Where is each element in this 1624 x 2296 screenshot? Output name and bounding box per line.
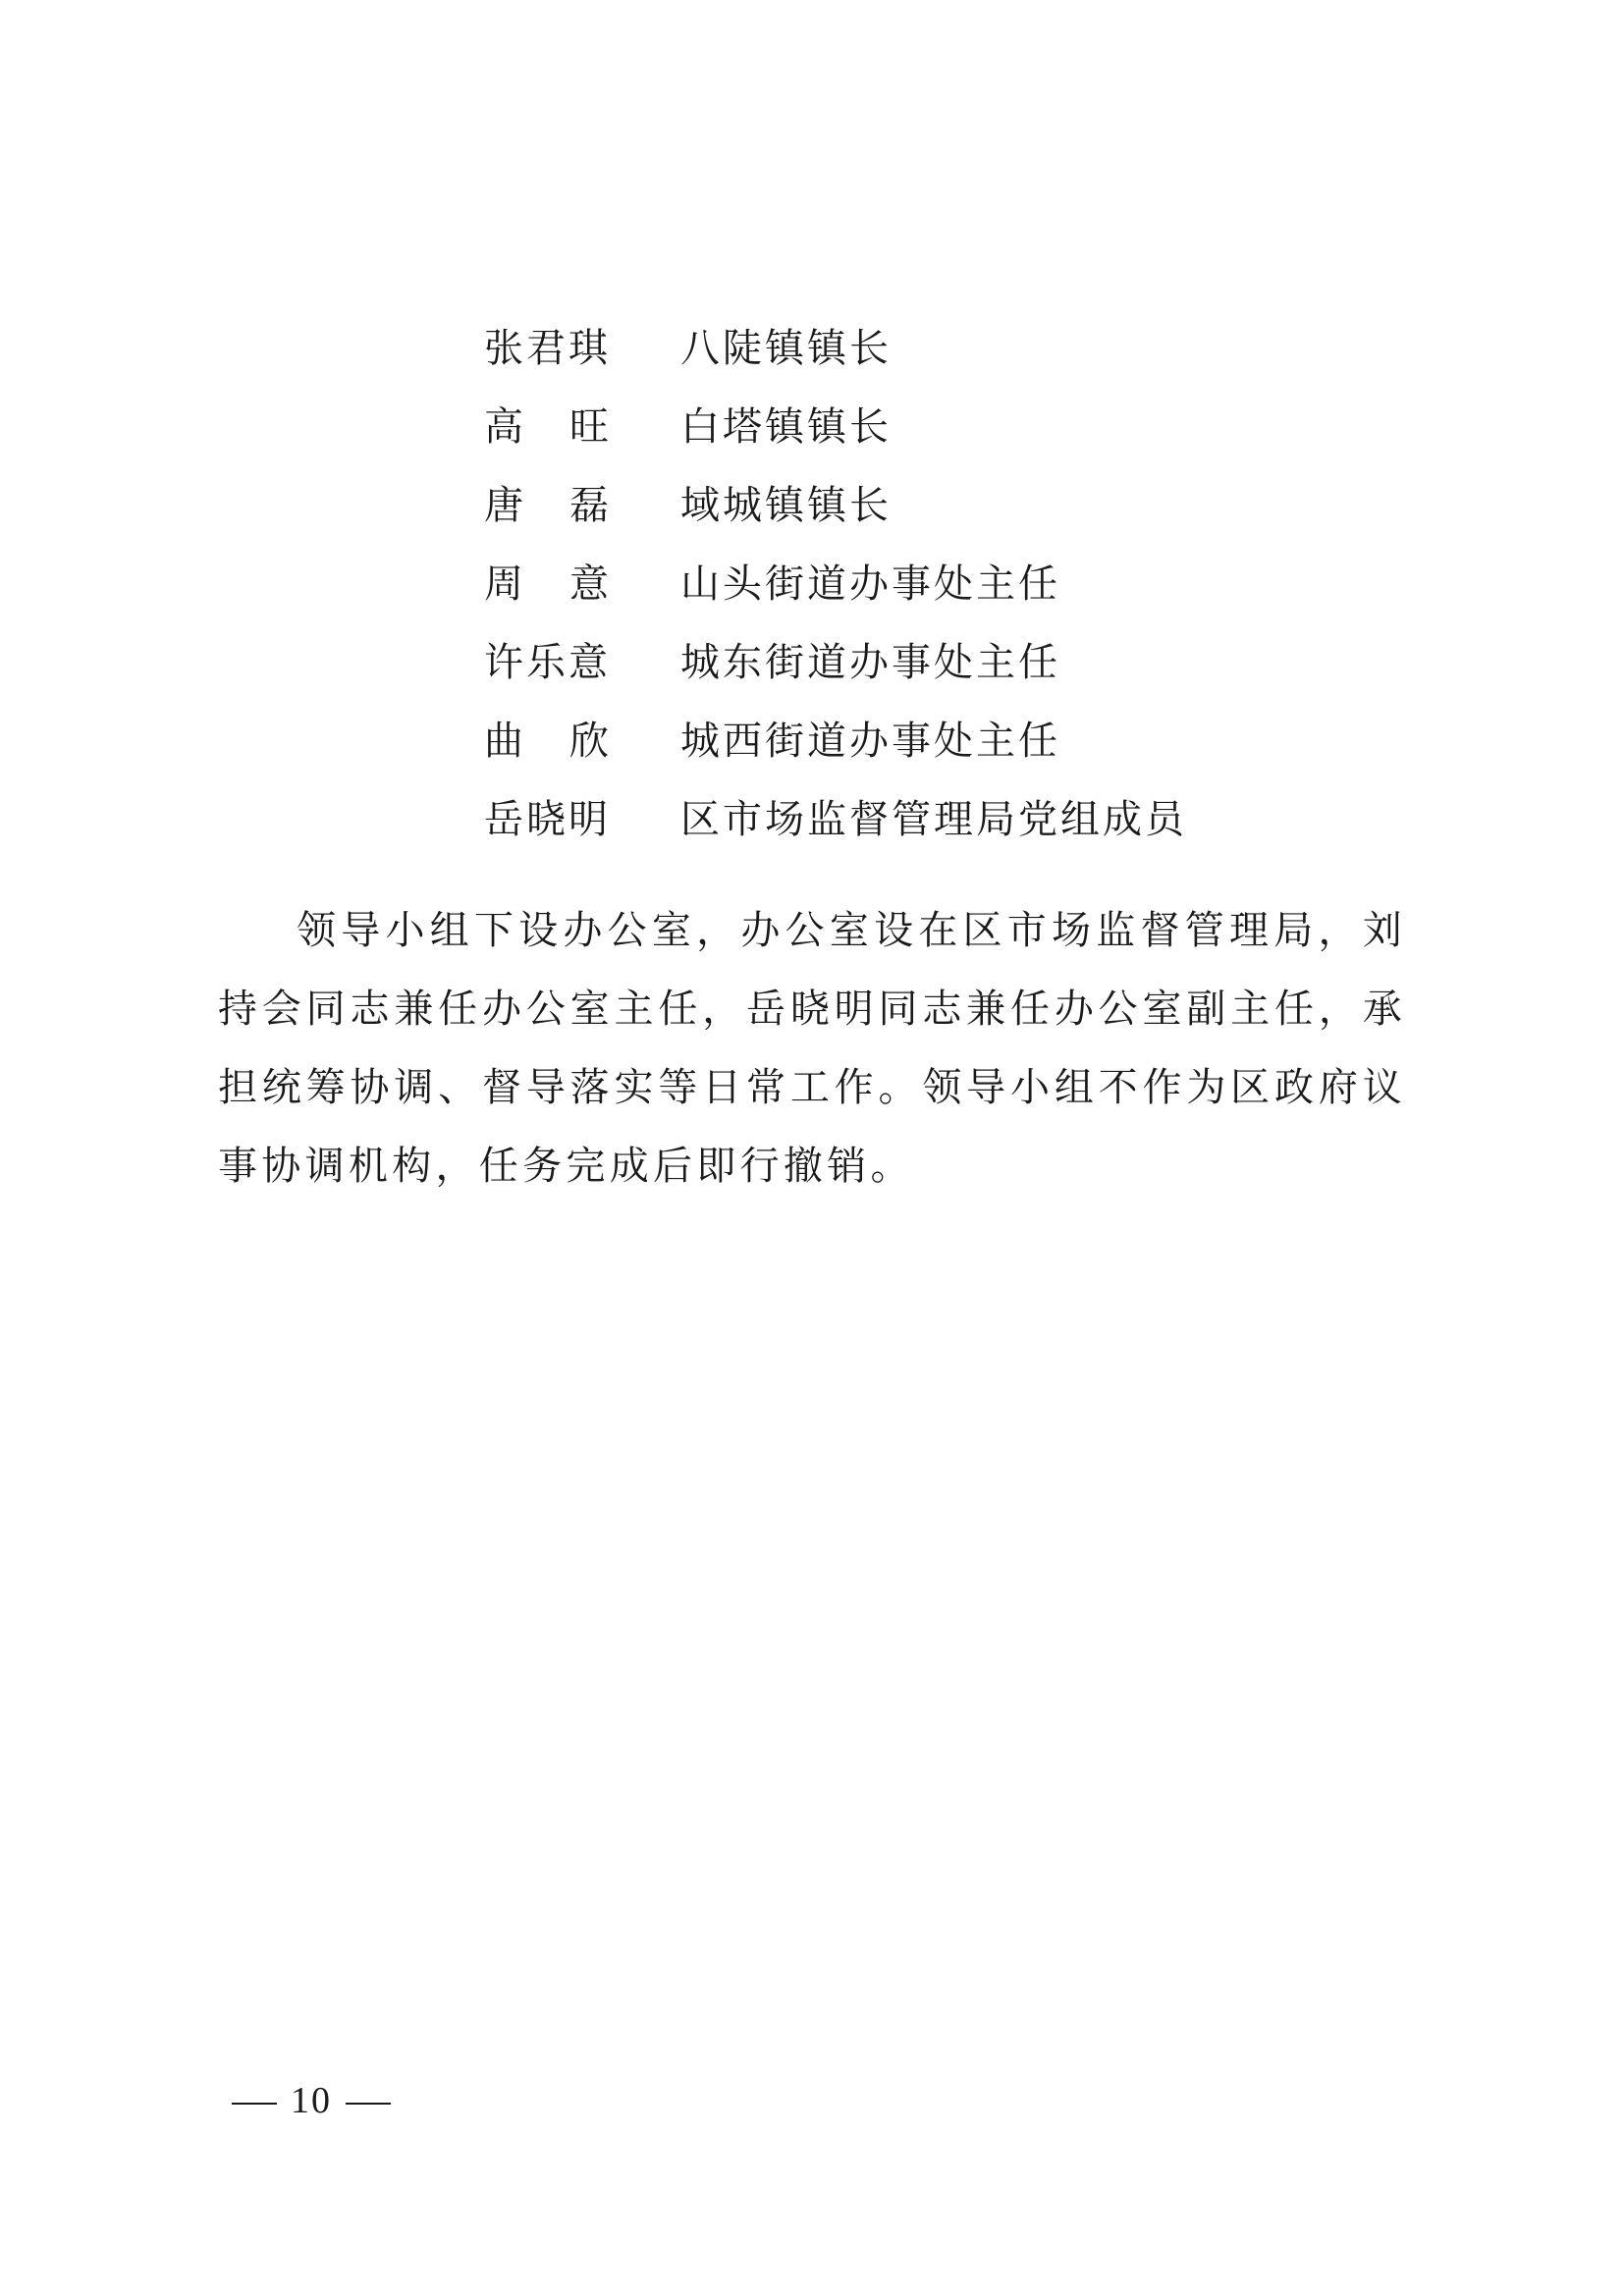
member-name: 高 旺 — [484, 403, 612, 450]
member-row — [484, 776, 1368, 855]
member-list — [484, 305, 1368, 855]
page-number-dash-left — [232, 2103, 277, 2105]
member-title: 山头街道办事处主任 — [680, 561, 1060, 607]
member-name: 许乐意 — [484, 639, 611, 685]
member-row — [484, 698, 1368, 776]
page-number-dash-right — [346, 2103, 391, 2105]
page-number-value: 10 — [291, 2080, 332, 2121]
member-title: 城西街道办事处主任 — [680, 718, 1060, 764]
member-name: 张君琪 — [484, 325, 611, 371]
member-row — [484, 619, 1368, 698]
member-row — [484, 541, 1368, 619]
member-name: 岳晓明 — [484, 796, 611, 842]
member-name: 唐 磊 — [484, 482, 612, 528]
member-title: 白塔镇镇长 — [680, 403, 892, 450]
page-number — [218, 2079, 405, 2122]
member-row — [484, 305, 1368, 384]
member-name: 周 意 — [484, 561, 612, 607]
office-paragraph: 领导小组下设办公室，办公室设在区市场监督管理局，刘持会同志兼任办公室主任，岳晓明同志兼任办公室副主任，承担统筹协调、督导落实等日常工作。领导小组不作为区政府议事协调机构，任务完成后即行撤销。 — [218, 908, 1406, 1189]
member-name: 曲 欣 — [484, 718, 612, 764]
member-title: 八陡镇镇长 — [680, 325, 892, 371]
member-title: 域城镇镇长 — [680, 482, 892, 528]
member-row — [484, 384, 1368, 462]
member-title: 城东街道办事处主任 — [680, 639, 1060, 685]
member-row — [484, 462, 1368, 541]
member-title: 区市场监督管理局党组成员 — [680, 796, 1187, 842]
